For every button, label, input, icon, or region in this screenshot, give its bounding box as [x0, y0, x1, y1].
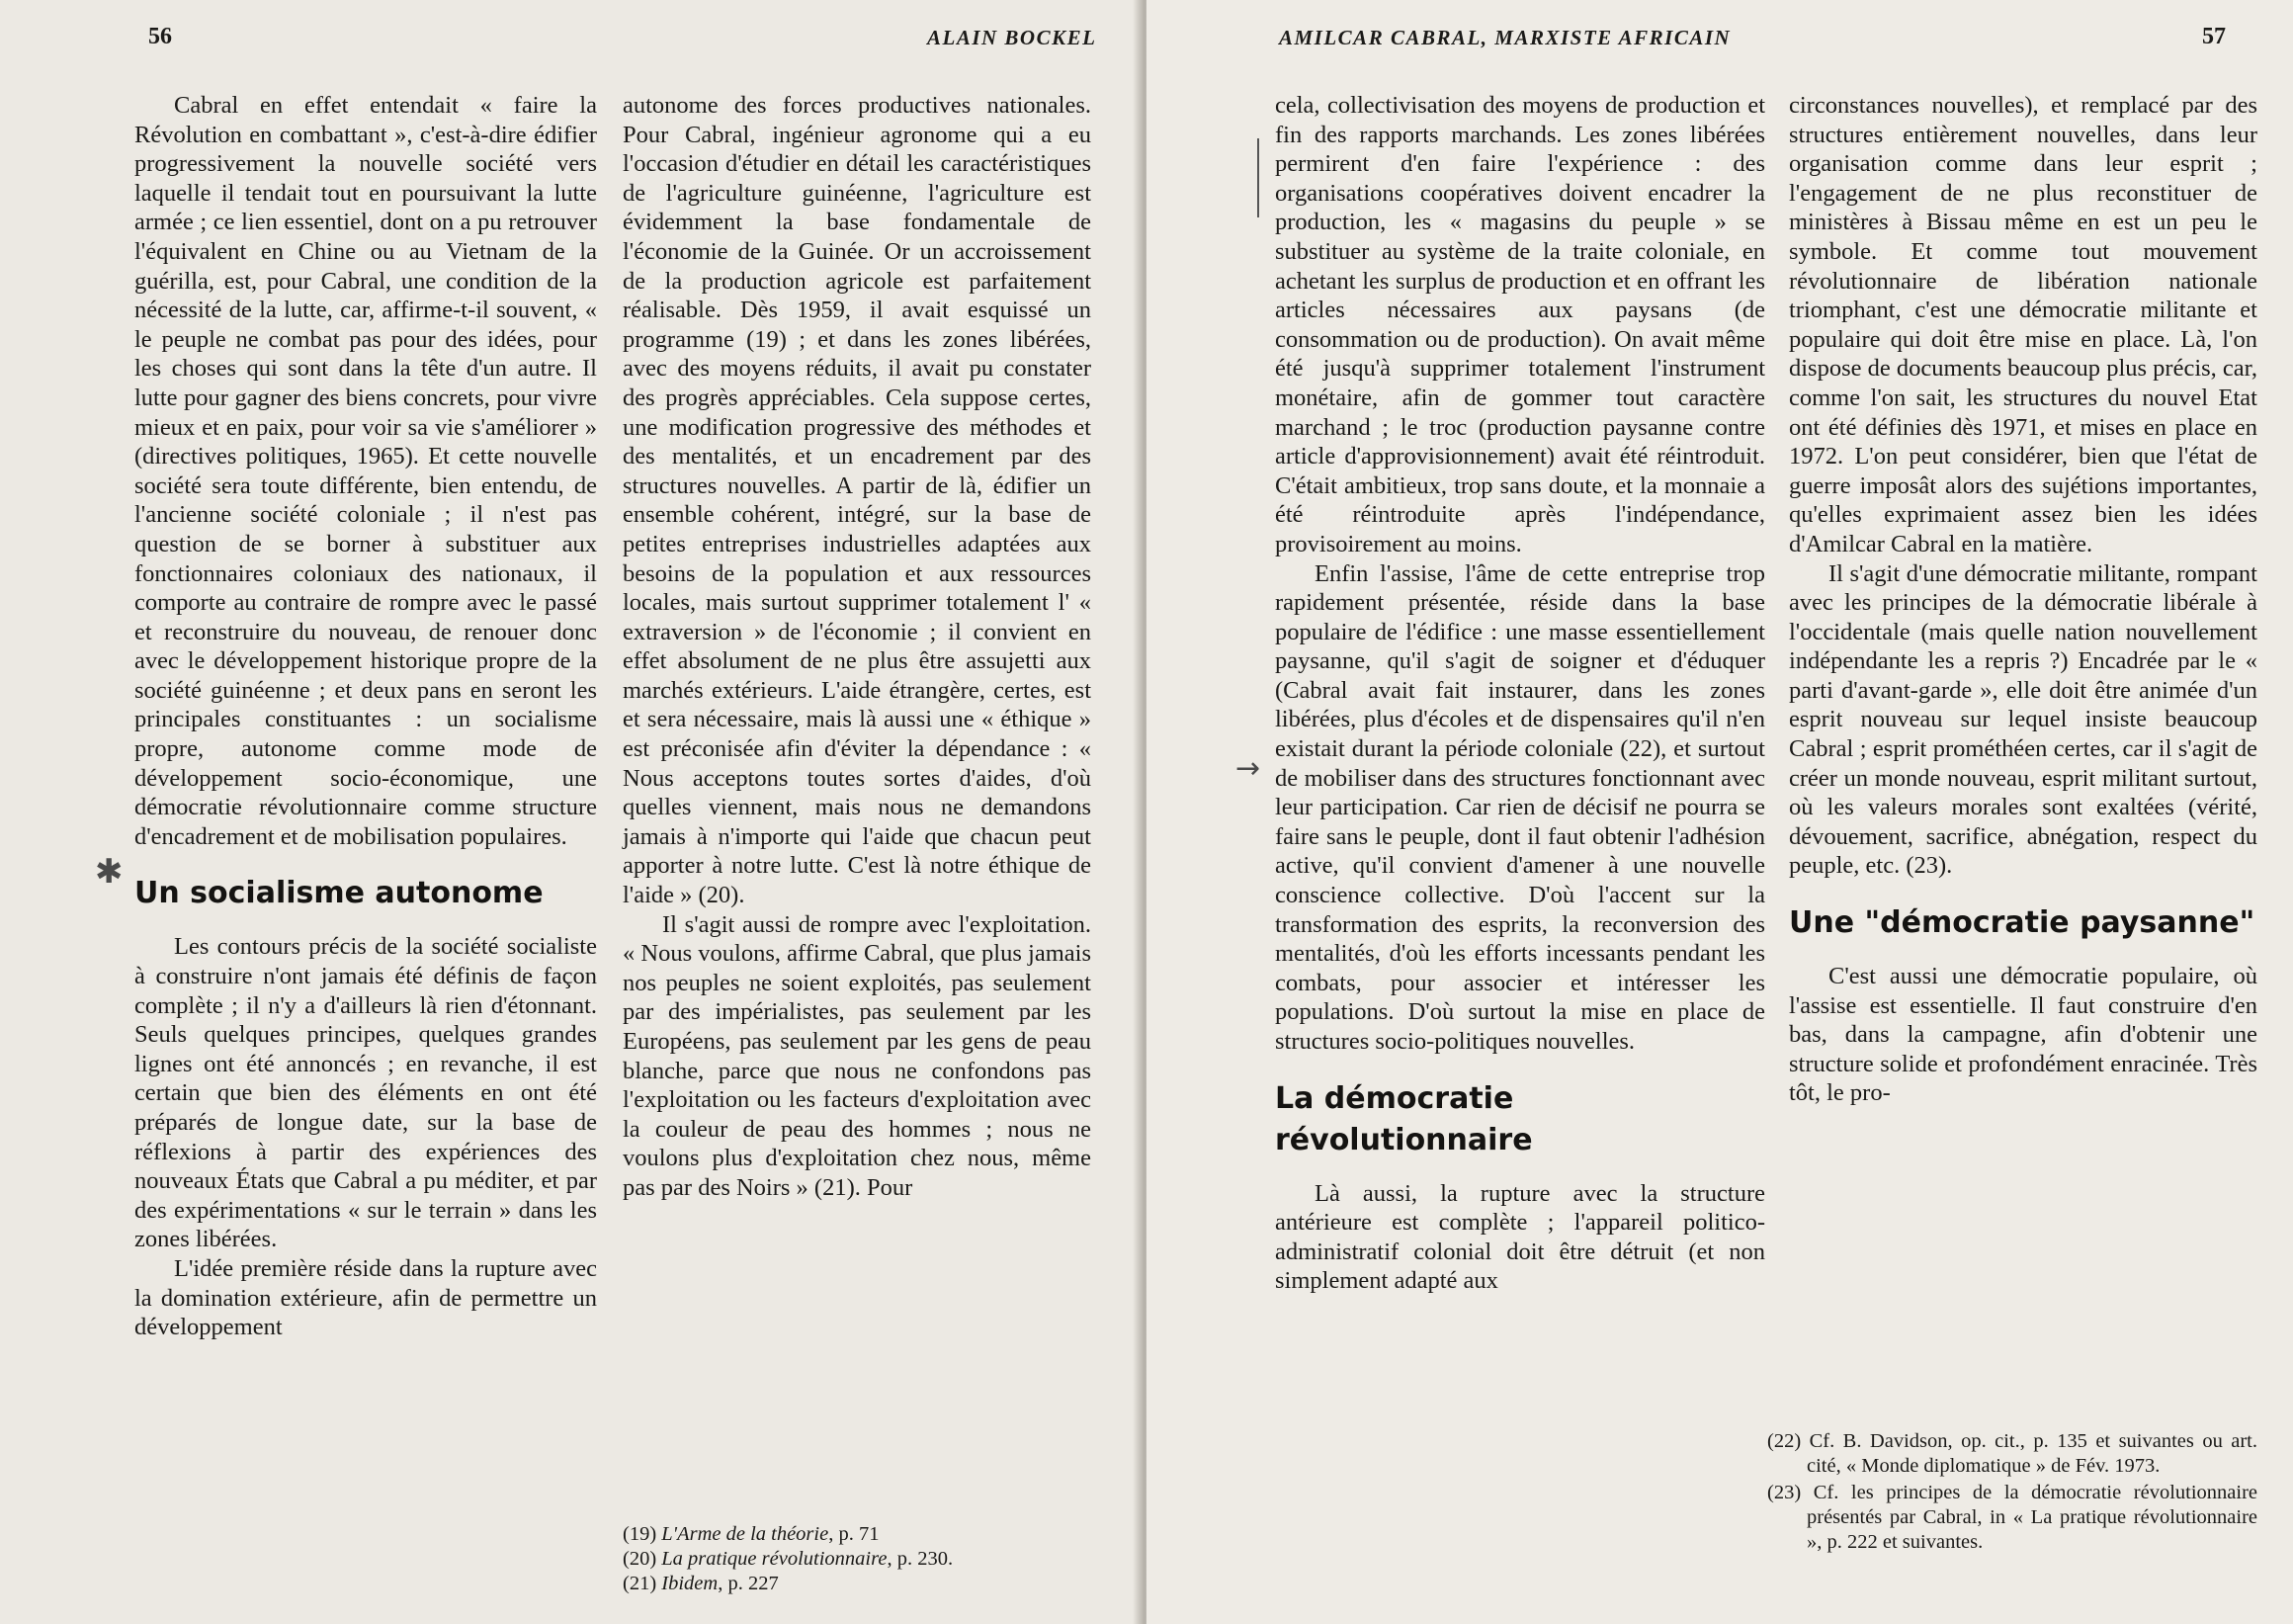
section-heading: Un socialisme autonome: [134, 876, 544, 911]
footnote-title: L'Arme de la théorie: [661, 1523, 829, 1545]
footnote-text: Cf. B. Davidson, op. cit., p. 135 et suivantes ou art. cité, « Monde diplomatique » de Fév. 1973.: [1807, 1430, 2258, 1477]
pencil-margin-line: [1257, 138, 1259, 217]
footnote-number: (19): [623, 1523, 657, 1545]
footnote-number: (23): [1767, 1482, 1802, 1503]
page-number: 57: [2202, 24, 2226, 49]
footnote-text: , p. 230.: [887, 1548, 954, 1570]
footnote-text: , p. 227: [718, 1573, 779, 1594]
footnote-number: (20): [623, 1548, 657, 1570]
section-heading: Une "démocratie paysanne": [1789, 905, 2255, 941]
footnote-19: [623, 1522, 1091, 1547]
paragraph: Il s'agit aussi de rompre avec l'exploitation. « Nous voulons, affirme Cabral, que plus jamais nos peuples ne soient exploités, pas seulement par des impérialistes, pas seulement par les Européens, pas seulement par les gens de peau blanche, parce que nous ne confondons pas l'exploitation ou les facteurs d'exploitation avec la couleur de peau des hommes ; nous ne voulons plus d'exploitation chez nous, même pas par des Noirs » (21). Pour: [623, 910, 1091, 1201]
footnote-20: [623, 1547, 1091, 1572]
pencil-arrow-mark: →: [1235, 751, 1261, 786]
footnotes: [623, 1522, 1091, 1596]
footnotes: [1767, 1429, 2257, 1557]
left-column-1: [134, 91, 597, 1342]
page-number: 56: [148, 24, 172, 49]
right-column-2: [1789, 91, 2257, 1108]
paragraph: autonome des forces productives nationales. Pour Cabral, ingénieur agronome qui a eu l'occasion d'étudier en détail les caractéristiques de l'agriculture guinéenne, l'agriculture est évidemment la base fondamentale de l'économie de la Guinée. Or un accroissement de la production agricole est parfaitement réalisable. Dès 1959, il avait esquissé un programme (19) ; et dans les zones libérées, avec des moyens réduits, il avait pu constater des progrès appréciables. Cela suppose certes, une modification progressive des méthodes et des mentalités, et un encadrement par des structures nouvelles. A partir de là, édifier un ensemble cohérent, intégré, sur la base de petites entreprises industrielles adaptées aux besoins de la population et aux ressources locales, mais surtout supprimer totalement l' « extraversion » de l'économie ; il convient en effet absolument de ne plus être assujetti aux marchés extérieurs. L'aide étrangère, certes, est et sera nécessaire, mais là aussi une « éthique » est préconisée afin d'éviter la dépendance : « Nous acceptons toutes sortes d'aides, d'où quelles viennent, mais nous ne demandons jamais à n'importe qui l'aide que chacun peut apporter à notre lutte. C'est là notre éthique de l'aide » (20).: [623, 92, 1091, 909]
paragraph: L'idée première réside dans la rupture avec la domination extérieure, afin de permettre un développement: [134, 1254, 597, 1341]
section-heading: La démocratie révolutionnaire: [1275, 1080, 1533, 1157]
paragraph: Cabral en effet entendait « faire la Révolution en combattant », c'est-à-dire édifier progressivement la nouvelle société vers laquelle il tendait tout en poursuivant la lutte armée ; ce lien essentiel, dont on a pu retrouver l'équivalent en Chine ou au Vietnam de la guérilla, est, pour Cabral, une condition de la nécessité de la lutte, car, affirme-t-il souvent, « le peuple ne combat pas pour des idées, pour les choses qui sont dans la tête d'un autre. Il lutte pour gagner des biens concrets, pour vivre mieux et en paix, pour voir sa vie s'améliorer » (directives politiques, 1965). Et cette nouvelle société sera toute différente, bien entendu, de l'ancienne société coloniale ; il n'est pas question de se borner à substituer aux fonctionnaires coloniaux des nationaux, il comporte au contraire de rompre avec le passé et reconstruire du nouveau, de renouer donc avec le développement historique propre de la société guinéenne ; et deux pans en seront les principales constituantes : un socialisme propre, autonome comme mode de développement socio-économique, une démocratie révolutionnaire comme structure d'encadrement et de mobilisation populaires.: [134, 92, 597, 850]
footnote-title: La pratique révolutionnaire: [661, 1548, 888, 1570]
right-column-1: [1275, 91, 1765, 1296]
running-head: AMILCAR CABRAL, MARXISTE AFRICAIN: [1279, 26, 1732, 49]
paragraph: Il s'agit d'une démocratie militante, rompant avec les principes de la démocratie libérale à l'occidentale (mais quelle nation nouvellement indépendante les a repris ?) Encadrée par le « parti d'avant-garde », elle doit être animée d'un esprit nouveau sur lequel insiste beaucoup Cabral ; esprit prométhéen certes, car il s'agit de créer un monde nouveau, esprit militant surtout, où les valeurs morales sont exaltées (vérité, dévouement, sacrifice, abnégation, respect du peuple, etc. (23).: [1789, 559, 2257, 880]
paragraph: Enfin l'assise, l'âme de cette entreprise trop rapidement présentée, réside dans la base populaire de l'édifice : une masse essentiellement paysanne, qu'il s'agit de soigner et d'éduquer (Cabral avait fait instaurer, dans les zones libérées, plus d'écoles et de dispensaires qu'il n'en existait durant la période coloniale (22), et surtout de mobiliser dans des structures fonctionnant avec leur participation. Car rien de décisif ne pourra se faire sans le peuple, dont il faut obtenir l'adhésion active, qu'il convient d'amener à une nouvelle conscience collective. D'où l'accent sur la transformation des esprits, la reconversion des mentalités, d'où les efforts incessants pendant les combats, pour associer et intéresser les populations. D'où surtout la mise en place de structures socio-politiques nouvelles.: [1275, 559, 1765, 1055]
paragraph: circonstances nouvelles), et remplacé par des structures entièrement nouvelles, dans leur organisation comme dans leur esprit ; l'engagement de ne plus reconstituer de ministères à Bissau même en est un peu le symbole. Et comme tout mouvement révolutionnaire de libération nationale triomphant, c'est une démocratie militante et populaire qui doit être mise en place. Là, l'on dispose de documents beaucoup plus précis, car, comme l'on sait, les structures du nouvel Etat ont été définies dès 1971, et mises en place en 1972. L'on peut considérer, bien que l'état de guerre imposât alors des sujétions importantes, qu'elles exprimaient assez bien les idées d'Amilcar Cabral en la matière.: [1789, 92, 2257, 557]
left-page: [0, 0, 1139, 1624]
paragraph: C'est aussi une démocratie populaire, où l'assise est essentielle. Il faut construire d'en bas, dans la campagne, afin d'obtenir une structure solide et profondément enracinée. Très tôt, le pro-: [1789, 963, 2257, 1107]
footnote-21: [623, 1572, 1091, 1596]
paragraph: Là aussi, la rupture avec la structure antérieure est complète ; l'appareil politico-administratif colonial doit être détruit (et non simplement adapté aux: [1275, 1179, 1765, 1295]
paragraph: cela, collectivisation des moyens de production et fin des rapports marchands. Les zones libérées permirent d'en faire l'expérience : des organisations coopératives doivent encadrer la production, les « magasins du peuple » se substituer au système de la traite coloniale, en achetant les surplus de production et en offrant les articles nécessaires aux paysans (de consommation ou de production). On avait même été jusqu'à supprimer totalement l'instrument monétaire, afin de gommer tout caractère marchand ; le troc (production paysanne contre article d'approvisionnement) avait été réintroduit. C'était ambitieux, trop sans doute, et la monnaie a été réintroduite après l'indépendance, provisoirement au moins.: [1275, 92, 1765, 557]
footnote-number: (21): [623, 1573, 657, 1594]
footnote-title: Ibidem: [661, 1573, 719, 1594]
right-page: [1146, 0, 2293, 1624]
footnote-text: Cf. les principes de la démocratie révolutionnaire présentés par Cabral, in « La pratique révolutionnaire », p. 222 et suivantes.: [1807, 1482, 2258, 1553]
footnote-23: [1767, 1481, 2257, 1555]
pencil-asterisk-mark: ✱: [95, 852, 124, 892]
footnote-number: (22): [1767, 1430, 1802, 1452]
paragraph: Les contours précis de la société socialiste à construire n'ont jamais été définis de façon complète ; il n'y a d'ailleurs là rien d'étonnant. Seuls quelques principes, quelques grandes lignes ont été annoncés ; en revanche, il est certain que bien des éléments en ont été préparés de longue date, sur la base de réflexions à partir des expériences des nouveaux États que Cabral a pu méditer, et par des expérimentations « sur le terrain » dans les zones libérées.: [134, 933, 597, 1253]
left-column-2: [623, 91, 1091, 1203]
footnote-text: , p. 71: [828, 1523, 880, 1545]
running-head: ALAIN BOCKEL: [927, 26, 1097, 49]
footnote-22: [1767, 1429, 2257, 1479]
